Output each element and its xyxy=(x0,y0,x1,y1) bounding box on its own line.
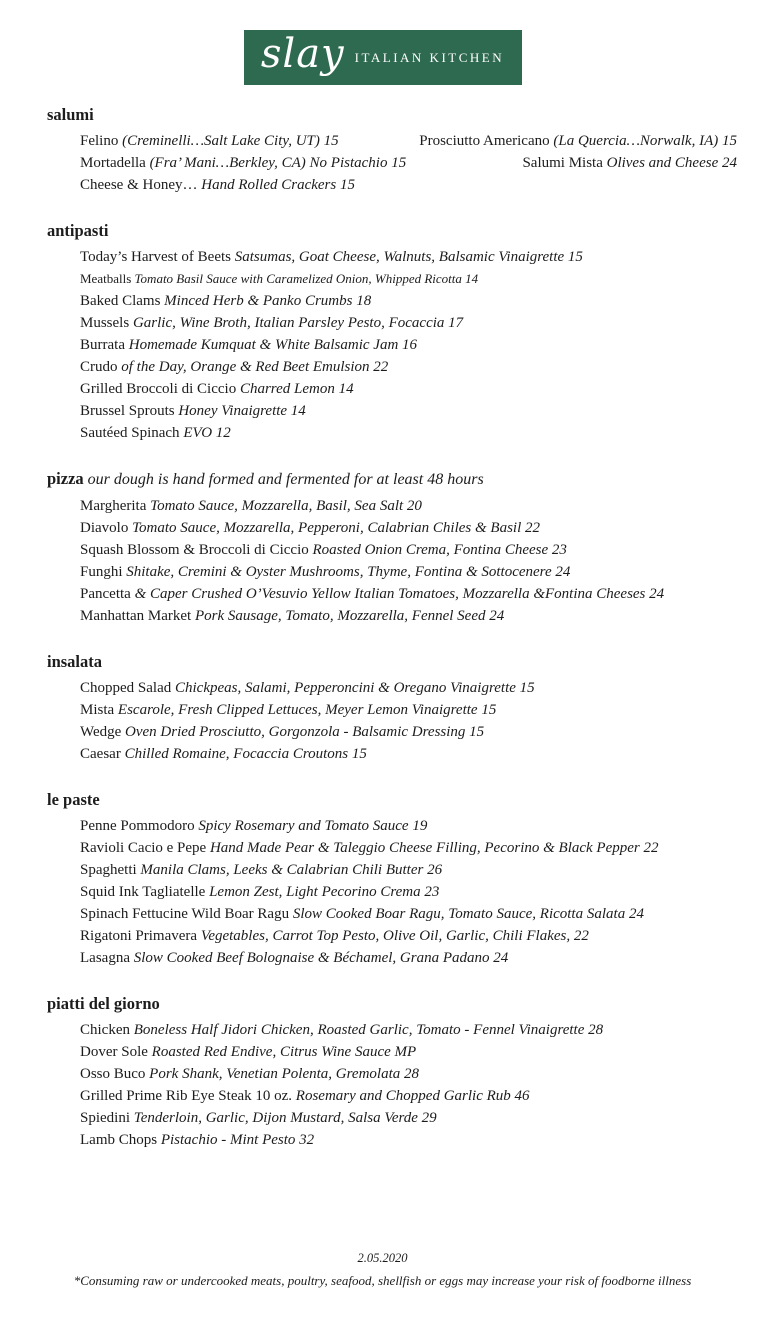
menu-item xyxy=(522,152,737,174)
item-desc: Pistachio - Mint Pesto 32 xyxy=(157,1132,315,1148)
menu-row xyxy=(80,130,737,152)
item-name: Pancetta xyxy=(80,586,131,602)
item-name: Funghi xyxy=(80,564,123,580)
section-title-text: salumi xyxy=(47,105,94,124)
menu-row xyxy=(80,583,737,605)
menu-item xyxy=(80,1088,530,1104)
menu-item xyxy=(80,130,339,152)
item-desc: Olives and Cheese 24 xyxy=(602,155,737,171)
section-items xyxy=(47,130,737,196)
item-name: Prosciutto Americano xyxy=(419,133,550,149)
menu-row xyxy=(80,517,737,539)
logo-caps-text: ITALIAN KITCHEN xyxy=(354,49,505,65)
item-name: Spiedini xyxy=(80,1110,131,1126)
item-desc: Garlic, Wine Broth, Italian Parsley Pesto, Focaccia 17 xyxy=(129,315,464,331)
section-title-antipasti xyxy=(47,220,737,242)
menu-item xyxy=(419,130,737,152)
item-desc: EVO 12 xyxy=(179,425,231,441)
menu-item xyxy=(80,1022,603,1038)
item-name: Squash Blossom & Broccoli di Ciccio xyxy=(80,542,309,558)
menu-page xyxy=(0,30,765,1323)
section-items xyxy=(47,677,737,765)
item-name: Grilled Prime Rib Eye Steak 10 oz. xyxy=(80,1088,293,1104)
section-title-text: piatti del giorno xyxy=(47,994,160,1013)
section-items xyxy=(47,1019,737,1151)
item-name: Brussel Sprouts xyxy=(80,403,175,419)
item-desc: Chickpeas, Salami, Pepperoncini & Oregano Vinaigrette 15 xyxy=(171,680,535,696)
item-name: Squid Ink Tagliatelle xyxy=(80,884,206,900)
menu-sections xyxy=(0,85,765,1151)
logo-script-text: slay xyxy=(260,30,345,77)
item-desc: (Creminelli…Salt Lake City, UT) 15 xyxy=(118,133,339,149)
menu-item xyxy=(80,1110,437,1126)
item-name: Meatballs xyxy=(80,271,132,286)
section-title-insalata xyxy=(47,651,737,673)
item-name: Mussels xyxy=(80,315,130,331)
menu-section-salumi xyxy=(47,104,737,196)
menu-row xyxy=(80,903,737,925)
menu-item xyxy=(80,680,535,696)
item-name: Ravioli Cacio e Pepe xyxy=(80,840,207,856)
section-items xyxy=(47,246,737,444)
item-desc: Charred Lemon 14 xyxy=(236,381,354,397)
item-name: Chicken xyxy=(80,1022,130,1038)
item-name: Today’s Harvest of Beets xyxy=(80,249,231,265)
item-desc: Oven Dried Prosciutto, Gorgonzola - Balsamic Dressing 15 xyxy=(121,724,485,740)
menu-row xyxy=(80,268,737,290)
menu-item xyxy=(80,498,422,514)
section-note: our dough is hand formed and fermented for at least 48 hours xyxy=(83,471,484,488)
menu-row xyxy=(80,947,737,969)
menu-item xyxy=(80,818,427,834)
item-name: Caesar xyxy=(80,746,121,762)
menu-item xyxy=(80,152,406,174)
menu-item xyxy=(80,586,664,602)
menu-row xyxy=(80,152,737,174)
section-title-text: antipasti xyxy=(47,221,109,240)
section-items xyxy=(47,495,737,627)
item-name: Sautéed Spinach xyxy=(80,425,180,441)
menu-section-piatti-del-giorno xyxy=(47,993,737,1151)
menu-item xyxy=(80,249,583,265)
menu-section-pizza xyxy=(47,468,737,627)
item-desc: Pork Shank, Venetian Polenta, Gremolata 28 xyxy=(145,1066,419,1082)
section-title-text: pizza xyxy=(47,469,84,488)
item-desc: & Caper Crushed O’Vesuvio Yellow Italian Tomatoes, Mozzarella &Fontina Cheeses 24 xyxy=(130,586,665,602)
menu-date: 2.05.2020 xyxy=(357,1251,408,1265)
menu-row xyxy=(80,400,737,422)
item-desc: Tenderloin, Garlic, Dijon Mustard, Salsa Verde 29 xyxy=(130,1110,437,1126)
item-name: Cheese & Honey… xyxy=(80,177,198,193)
menu-row xyxy=(80,1085,737,1107)
item-name: Margherita xyxy=(80,498,147,514)
menu-row xyxy=(80,334,737,356)
menu-row xyxy=(80,859,737,881)
menu-row xyxy=(80,174,737,196)
menu-item xyxy=(80,724,484,740)
menu-row xyxy=(80,539,737,561)
section-title-text: le paste xyxy=(47,790,100,809)
item-name: Osso Buco xyxy=(80,1066,146,1082)
menu-row xyxy=(80,356,737,378)
item-name: Wedge xyxy=(80,724,122,740)
menu-row xyxy=(80,561,737,583)
menu-item xyxy=(80,608,504,624)
section-title-le-paste xyxy=(47,789,737,811)
item-desc: Minced Herb & Panko Crumbs 18 xyxy=(160,293,372,309)
menu-item xyxy=(80,315,463,331)
menu-row xyxy=(80,1041,737,1063)
menu-item xyxy=(80,840,659,856)
item-name: Lasagna xyxy=(80,950,130,966)
item-name: Spinach Fettucine Wild Boar Ragu xyxy=(80,906,290,922)
menu-item xyxy=(80,425,231,441)
item-desc: Hand Made Pear & Taleggio Cheese Filling, Pecorino & Black Pepper 22 xyxy=(206,840,659,856)
item-desc: Hand Rolled Crackers 15 xyxy=(197,177,355,193)
menu-item xyxy=(80,177,355,193)
menu-row xyxy=(80,677,737,699)
item-name: Penne Pommodoro xyxy=(80,818,195,834)
menu-item xyxy=(80,884,439,900)
item-desc: Satsumas, Goat Cheese, Walnuts, Balsamic Vinaigrette 15 xyxy=(231,249,583,265)
item-desc: Homemade Kumquat & White Balsamic Jam 16 xyxy=(124,337,418,353)
menu-row xyxy=(80,925,737,947)
item-desc: Slow Cooked Boar Ragu, Tomato Sauce, Ricotta Salata 24 xyxy=(289,906,644,922)
menu-row xyxy=(80,246,737,268)
menu-row xyxy=(80,1129,737,1151)
menu-row xyxy=(80,837,737,859)
section-title-pizza xyxy=(47,468,737,491)
item-desc: Tomato Sauce, Mozzarella, Pepperoni, Calabrian Chiles & Basil 22 xyxy=(128,520,540,536)
menu-row xyxy=(80,378,737,400)
item-name: Grilled Broccoli di Ciccio xyxy=(80,381,237,397)
menu-row xyxy=(80,699,737,721)
menu-item xyxy=(80,746,367,762)
section-title-salumi xyxy=(47,104,737,126)
menu-row xyxy=(80,312,737,334)
item-name: Burrata xyxy=(80,337,125,353)
consumption-disclaimer: *Consuming raw or undercooked meats, poultry, seafood, shellfish or eggs may increase your risk of foodborne illness xyxy=(73,1273,692,1288)
menu-row xyxy=(80,743,737,765)
item-desc: Slow Cooked Beef Bolognaise & Béchamel, Grana Padano 24 xyxy=(129,950,509,966)
item-desc: Pork Sausage, Tomato, Mozzarella, Fennel Seed 24 xyxy=(191,608,505,624)
item-desc: Escarole, Fresh Clipped Lettuces, Meyer Lemon Vinaigrette 15 xyxy=(114,702,497,718)
item-name: Chopped Salad xyxy=(80,680,172,696)
restaurant-logo xyxy=(244,30,522,85)
item-name: Mortadella xyxy=(80,155,146,171)
item-name: Mista xyxy=(80,702,115,718)
menu-item xyxy=(80,542,567,558)
item-name: Spaghetti xyxy=(80,862,137,878)
menu-row xyxy=(80,881,737,903)
menu-item xyxy=(80,293,371,309)
item-desc: Lemon Zest, Light Pecorino Crema 23 xyxy=(205,884,440,900)
menu-item xyxy=(80,1044,416,1060)
menu-item xyxy=(80,520,540,536)
menu-item xyxy=(80,337,417,353)
item-name: Crudo xyxy=(80,359,118,375)
menu-row xyxy=(80,422,737,444)
menu-item xyxy=(80,403,306,419)
item-name: Felino xyxy=(80,133,119,149)
item-desc: Shitake, Cremini & Oyster Mushrooms, Thyme, Fontina & Sottocenere 24 xyxy=(122,564,571,580)
item-desc: Vegetables, Carrot Top Pesto, Olive Oil, Garlic, Chili Flakes, 22 xyxy=(197,928,589,944)
menu-row xyxy=(80,815,737,837)
item-name: Salumi Mista xyxy=(522,155,603,171)
menu-item xyxy=(80,564,570,580)
item-desc: Honey Vinaigrette 14 xyxy=(174,403,306,419)
item-name: Dover Sole xyxy=(80,1044,148,1060)
menu-item xyxy=(80,359,388,375)
item-desc: Tomato Sauce, Mozzarella, Basil, Sea Salt 20 xyxy=(146,498,422,514)
menu-footer xyxy=(0,1251,765,1289)
menu-row xyxy=(80,290,737,312)
menu-item xyxy=(80,862,442,878)
section-items xyxy=(47,815,737,969)
item-name: Diavolo xyxy=(80,520,129,536)
item-desc: Roasted Red Endive, Citrus Wine Sauce MP xyxy=(147,1044,417,1060)
item-desc: Spicy Rosemary and Tomato Sauce 19 xyxy=(194,818,428,834)
item-desc: Manila Clams, Leeks & Calabrian Chili Butter 26 xyxy=(136,862,443,878)
item-desc: Chilled Romaine, Focaccia Croutons 15 xyxy=(120,746,367,762)
item-desc: Rosemary and Chopped Garlic Rub 46 xyxy=(292,1088,530,1104)
menu-section-le-paste xyxy=(47,789,737,969)
menu-row xyxy=(80,605,737,627)
section-title-piatti-del-giorno xyxy=(47,993,737,1015)
menu-item xyxy=(80,271,478,286)
menu-item xyxy=(80,950,508,966)
menu-row xyxy=(80,1019,737,1041)
item-desc: Roasted Onion Crema, Fontina Cheese 23 xyxy=(308,542,567,558)
item-desc: (Fra’ Mani…Berkley, CA) No Pistachio 15 xyxy=(145,155,407,171)
item-desc: of the Day, Orange & Red Beet Emulsion 22 xyxy=(117,359,389,375)
menu-section-antipasti xyxy=(47,220,737,444)
item-desc: Boneless Half Jidori Chicken, Roasted Garlic, Tomato - Fennel Vinaigrette 28 xyxy=(130,1022,604,1038)
menu-item xyxy=(80,381,354,397)
item-name: Manhattan Market xyxy=(80,608,192,624)
menu-item xyxy=(80,1132,314,1148)
menu-row xyxy=(80,721,737,743)
item-name: Rigatoni Primavera xyxy=(80,928,198,944)
item-name: Lamb Chops xyxy=(80,1132,158,1148)
item-desc: (La Quercia…Norwalk, IA) 15 xyxy=(549,133,737,149)
menu-section-insalata xyxy=(47,651,737,765)
menu-item xyxy=(80,928,589,944)
item-desc: Tomato Basil Sauce with Caramelized Onion, Whipped Ricotta 14 xyxy=(131,271,479,286)
item-name: Baked Clams xyxy=(80,293,161,309)
menu-item xyxy=(80,1066,419,1082)
menu-item xyxy=(80,906,644,922)
section-title-text: insalata xyxy=(47,652,103,671)
menu-row xyxy=(80,1063,737,1085)
menu-row xyxy=(80,1107,737,1129)
menu-row xyxy=(80,495,737,517)
menu-item xyxy=(80,702,496,718)
